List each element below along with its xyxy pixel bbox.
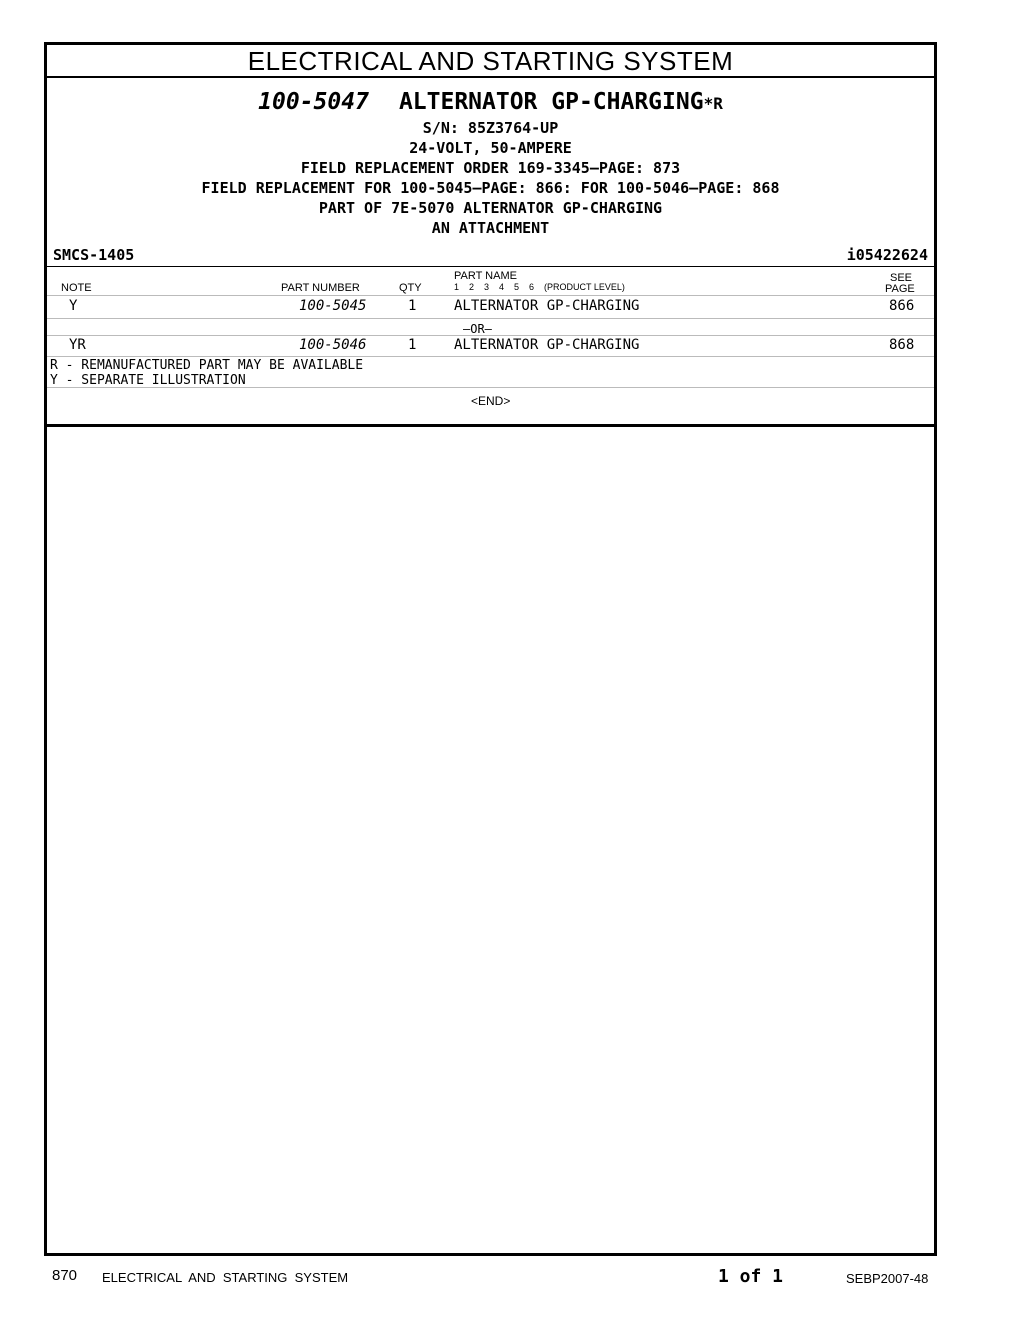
row-divider	[47, 335, 934, 336]
footer-page-number: 870	[52, 1267, 78, 1284]
part-number-column-header: PART NUMBER	[281, 282, 360, 294]
legend-separate-illustration: Y - SEPARATE ILLUSTRATION	[50, 373, 246, 388]
row-qty: 1	[408, 298, 417, 314]
page-frame	[44, 42, 937, 1256]
group-title-line	[47, 88, 934, 118]
group-header	[47, 78, 934, 238]
note-column-header: NOTE	[61, 282, 92, 294]
header-divider	[47, 266, 934, 267]
smcs-code: SMCS-1405	[53, 246, 135, 264]
row-divider	[47, 318, 934, 319]
page-column-header: PAGE	[885, 283, 915, 295]
footer-page-count: 1 of 1	[718, 1266, 784, 1287]
part-of-line: PART OF 7E-5070 ALTERNATOR GP-CHARGING	[318, 199, 663, 217]
column-header-divider	[47, 295, 934, 296]
see-column-header: SEE	[890, 272, 913, 284]
product-level-header: 1 2 3 4 5 6 (PRODUCT LEVEL)	[454, 282, 625, 292]
qty-column-header: QTY	[399, 282, 422, 294]
illustration-id: i05422624	[846, 246, 928, 264]
field-replacement-for-line: FIELD REPLACEMENT FOR 100-5045—PAGE: 866: FOR 100-5046—PAGE: 868	[201, 179, 780, 197]
row-divider	[47, 356, 934, 357]
field-replacement-order-line: FIELD REPLACEMENT ORDER 169-3345—PAGE: 873	[300, 159, 681, 177]
row-part-number: 100-5045	[299, 298, 367, 314]
row-part-name: ALTERNATOR GP-CHARGING	[454, 337, 640, 353]
group-part-name: ALTERNATOR GP-CHARGING	[398, 89, 704, 115]
row-note: Y	[69, 298, 78, 314]
attachment-line: AN ATTACHMENT	[431, 219, 550, 237]
footer-doc-id: SEBP2007-48	[846, 1271, 929, 1286]
row-qty: 1	[408, 337, 417, 353]
row-note: YR	[69, 337, 86, 353]
row-see-page: 866	[889, 298, 915, 314]
legend-remanufactured: R - REMANUFACTURED PART MAY BE AVAILABLE	[50, 358, 364, 373]
group-suffix: *R	[703, 94, 723, 113]
group-part-number: 100-5047	[258, 89, 369, 115]
row-part-number: 100-5046	[299, 337, 367, 353]
part-name-column-header: PART NAME	[454, 270, 517, 282]
serial-number-line: S/N: 85Z3764-UP	[422, 119, 559, 137]
row-see-page: 868	[889, 337, 915, 353]
or-separator: —OR—	[463, 322, 492, 336]
section-bottom-rule	[47, 424, 934, 427]
system-title: ELECTRICAL AND STARTING SYSTEM	[47, 45, 934, 78]
row-part-name: ALTERNATOR GP-CHARGING	[454, 298, 640, 314]
end-marker: <END>	[471, 394, 511, 408]
legend-divider	[47, 387, 934, 388]
rating-line: 24-VOLT, 50-AMPERE	[409, 139, 572, 157]
footer-section-title: ELECTRICAL AND STARTING SYSTEM	[102, 1270, 349, 1285]
